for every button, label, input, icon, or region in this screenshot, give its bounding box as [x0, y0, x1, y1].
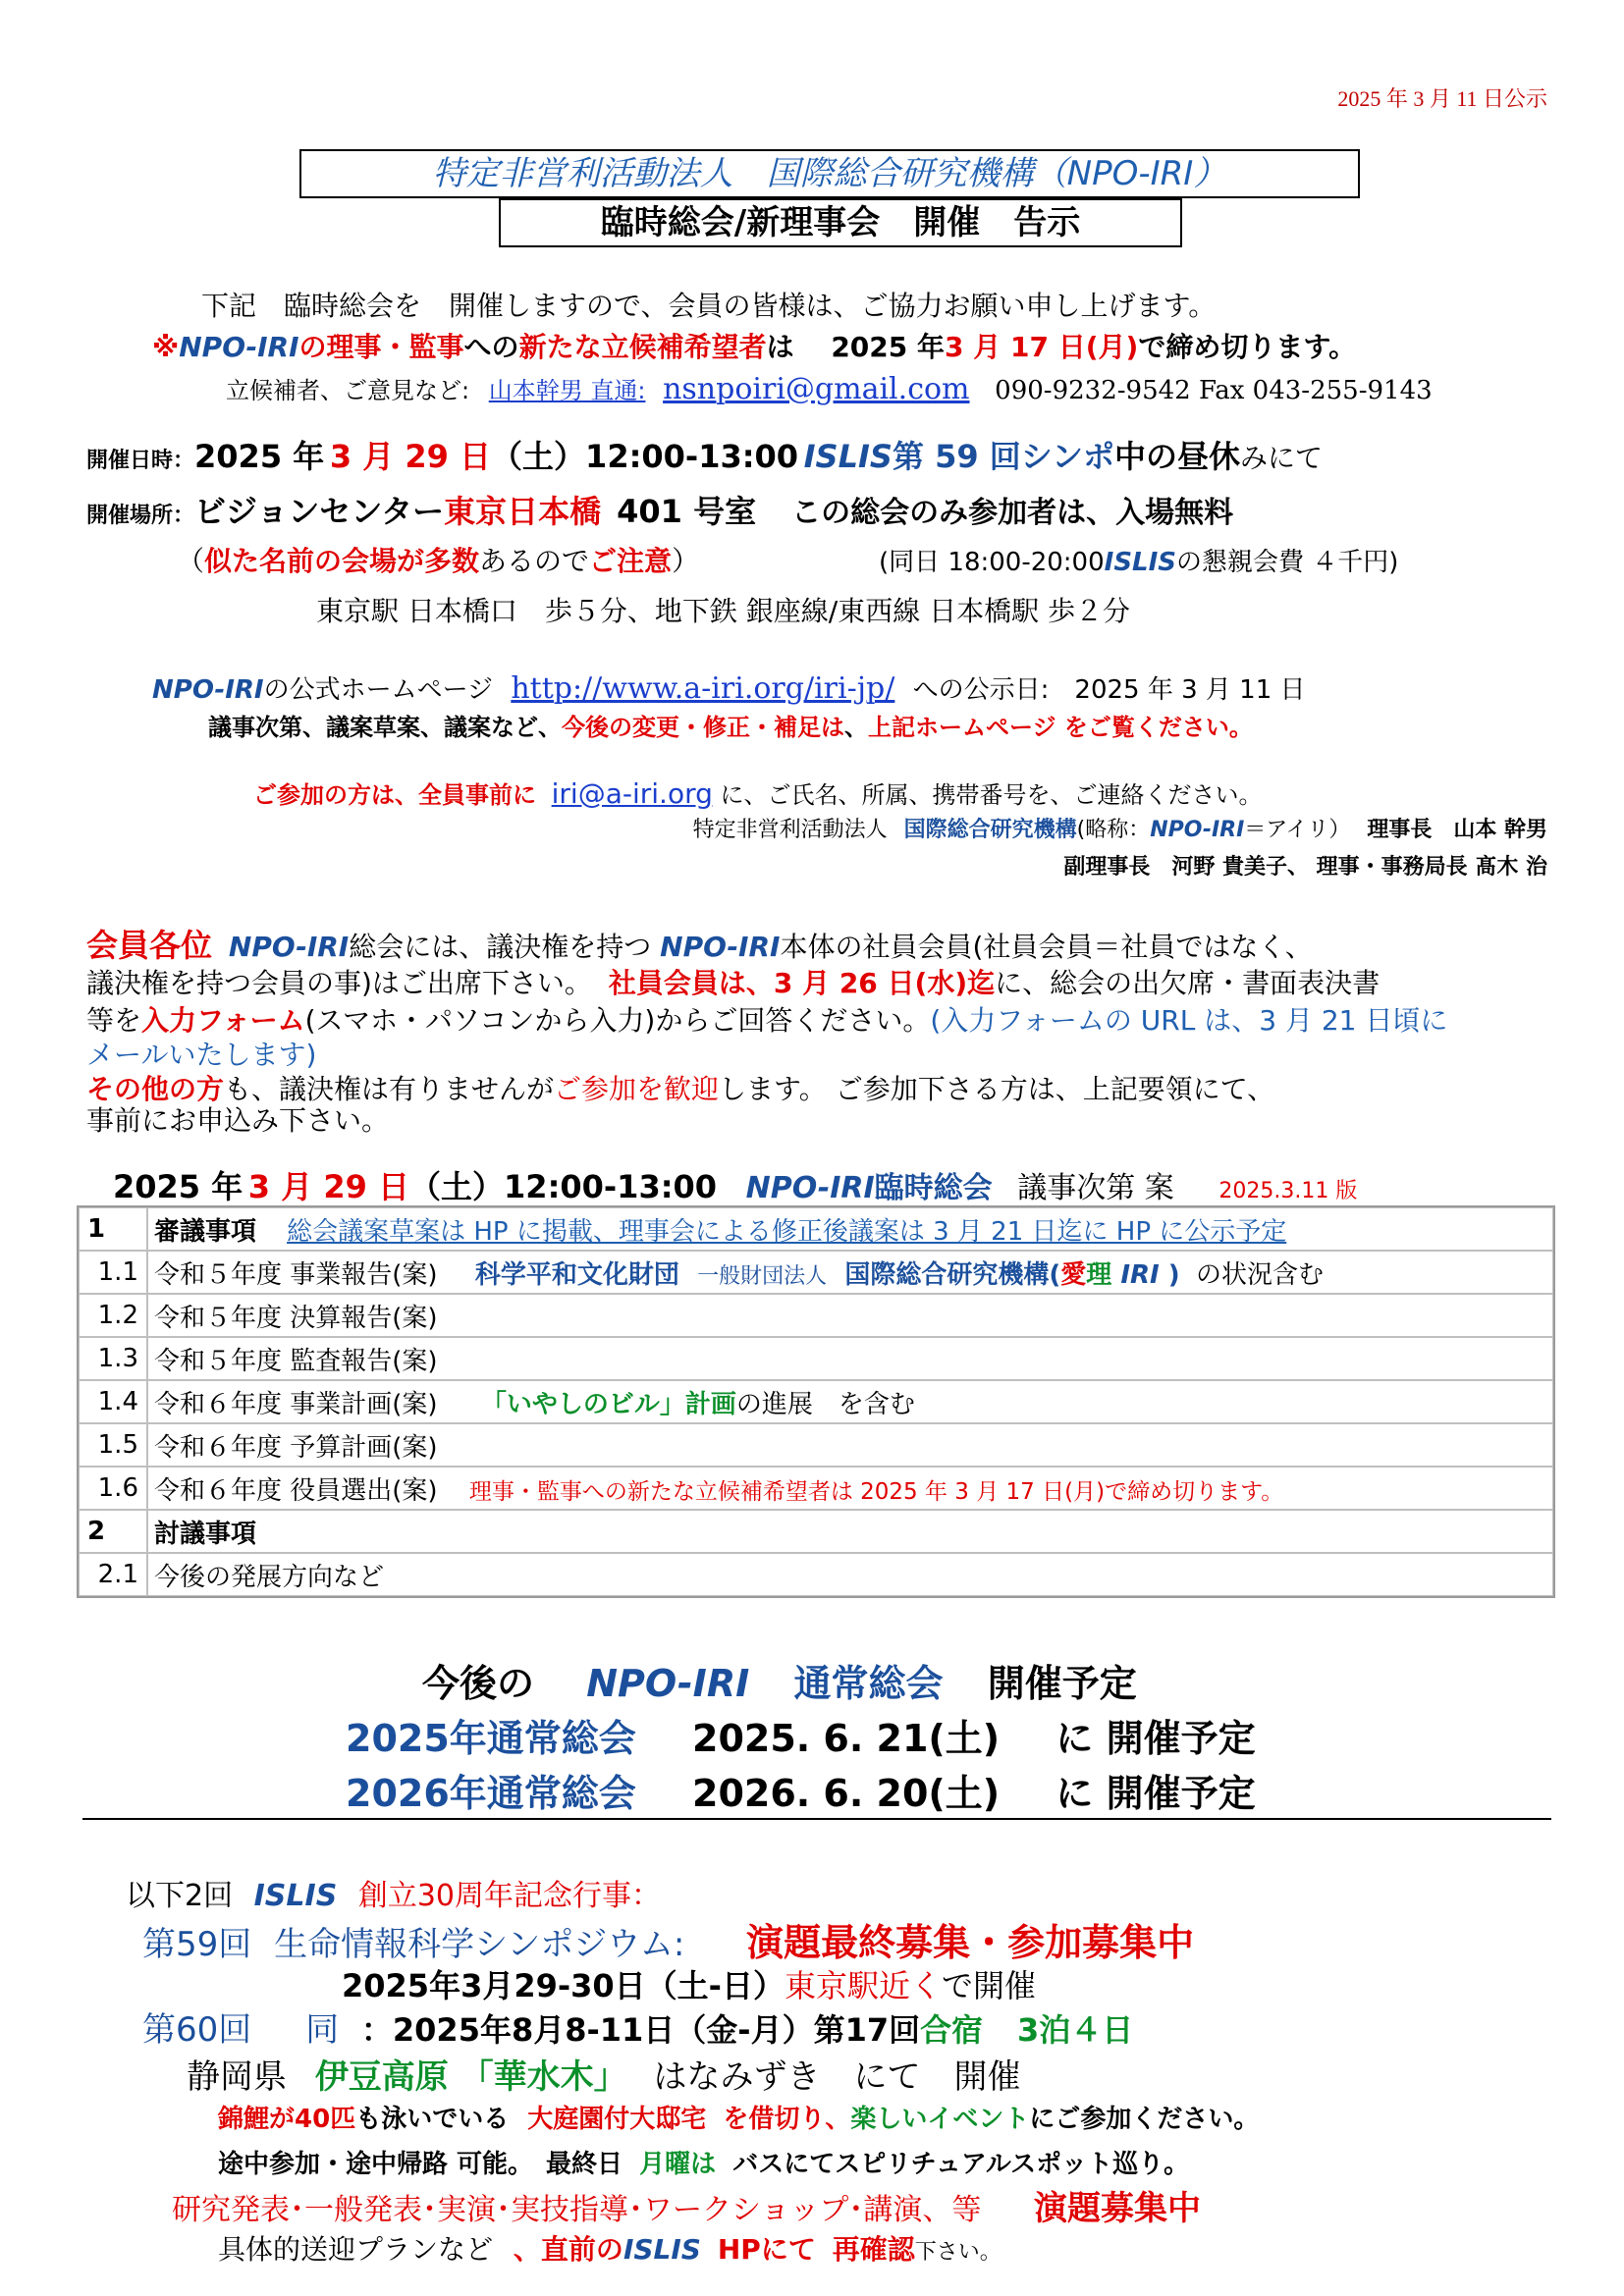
future-row1-date: 2025. 6. 21(土) — [692, 1717, 1001, 1760]
islis-l6c: にご参加ください。 — [1029, 2105, 1260, 2134]
place-name1: ビジョンセンター — [194, 493, 445, 530]
item-label: 令和６年度 事業計画(案) — [154, 1389, 438, 1419]
members-l2a: 議決権を持つ会員の事)はご出席下さい。 — [86, 967, 592, 999]
participation-red: ご参加の方は、全員事前に — [253, 781, 536, 809]
agenda-year: 2025 年 — [113, 1168, 244, 1205]
party-prefix: (同日 18:00-20:00 — [879, 548, 1105, 577]
agenda-version: 2025.3.11 版 — [1218, 1179, 1358, 1203]
party-islis: ISLIS — [1104, 548, 1177, 577]
members-line1 — [86, 921, 1313, 966]
section-label: 審議事項 — [154, 1216, 257, 1247]
party-info — [879, 542, 1398, 578]
deadline-mid4: は 2025 年 — [766, 331, 946, 363]
contact-line — [226, 371, 1433, 406]
item-extra: 国際総合研究機構( — [844, 1259, 1061, 1290]
islis-l1a: 以下2回 — [126, 1879, 234, 1913]
islis-line8 — [172, 2181, 1201, 2229]
caution-close: ） — [672, 545, 700, 577]
future-row-2025 — [346, 1708, 1256, 1762]
contact-phone: 090-9232-9542 Fax 043-255-9143 — [995, 376, 1433, 405]
datetime-tail1: 中の — [1113, 438, 1177, 475]
note-blue: 上記ホームページ — [868, 714, 1056, 741]
datetime-label: 開催日時： — [86, 449, 195, 473]
deadline-mid2: への — [463, 331, 519, 363]
table-row — [79, 1207, 1553, 1251]
members-l5red: その他の方 — [86, 1073, 225, 1105]
item-number: 1.4 — [79, 1380, 147, 1423]
meeting-place — [86, 487, 1233, 532]
item-number: 1.2 — [79, 1294, 147, 1337]
future-row1-name: 2025年通常総会 — [346, 1717, 636, 1760]
islis-l3a: 2025年3月29-30日（土-日） — [342, 1967, 785, 2004]
islis-line7 — [218, 2144, 1189, 2180]
item-extra: ) — [1167, 1259, 1180, 1290]
participation-line — [253, 775, 1263, 810]
agenda-name: 臨時総会 — [874, 1171, 993, 1205]
datetime-time: （土）12:00-13:00 — [491, 438, 799, 475]
islis-l7a: 途中参加・途中帰路 可能。 最終日 — [218, 2150, 623, 2179]
islis-line2 — [142, 1912, 1194, 1966]
signature-line1 — [693, 813, 1547, 843]
islis-l5a: 静岡県 — [187, 2057, 287, 2097]
table-row — [79, 1423, 1553, 1467]
table-row — [79, 1510, 1553, 1553]
islis-l4num: 第60回 — [142, 2010, 252, 2050]
members-line3 — [86, 999, 1447, 1039]
islis-l9red2: HPにて — [717, 2233, 816, 2266]
agenda-date: 3 月 29 日 — [247, 1168, 410, 1205]
islis-l9red: 、直前の — [513, 2233, 623, 2266]
islis-l9a: 具体的送迎プランなど — [218, 2233, 494, 2266]
caution-red2: ご注意 — [589, 545, 673, 577]
venue-caution — [177, 540, 699, 579]
sig1-abbr: NPO-IRI — [1150, 818, 1245, 842]
members-l5red2: ご参加を歓迎 — [554, 1073, 720, 1105]
members-l2b: に、総会の出欠席・書面表決書 — [995, 967, 1380, 999]
future-row1-tail: に 開催予定 — [1056, 1717, 1256, 1760]
sig1-abbr-close: ＝アイリ） — [1244, 818, 1351, 842]
item-cell — [147, 1380, 1553, 1423]
deadline-org: NPO-IRI — [179, 331, 299, 363]
item-number: 1.6 — [79, 1467, 147, 1510]
agenda-tail: 議事次第 案 — [1017, 1171, 1174, 1205]
party-tail: の懇親会費 ４千円) — [1176, 548, 1399, 577]
section-label: 討議事項 — [147, 1510, 1553, 1553]
future-heading — [422, 1653, 1137, 1707]
table-row — [79, 1467, 1553, 1510]
members-l2red: 社員会員は、3 月 26 日(水)迄 — [608, 967, 996, 999]
future-l1c: 開催予定 — [987, 1662, 1137, 1705]
homepage-text1: の公式ホームページ — [263, 675, 494, 705]
islis-l6red1: 錦鯉が40匹 — [218, 2105, 356, 2134]
table-row — [79, 1337, 1553, 1380]
place-note: この総会のみ参加者は、入場無料 — [791, 496, 1234, 530]
sig1-role: 理事長 山本 幹男 — [1367, 818, 1547, 842]
islis-line3 — [342, 1961, 1036, 2006]
islis-l5green: 伊豆高原 「華水木」 — [314, 2057, 627, 2097]
members-l3red: 入力フォーム — [141, 1004, 305, 1037]
future-row-2026 — [346, 1763, 1256, 1817]
homepage-text2: への公示日: 2025 年 3 月 11 日 — [912, 675, 1306, 705]
islis-l9-islis: ISLIS — [623, 2233, 701, 2266]
islis-l8red: 研究発表･一般発表･実演･実技指導･ワークショップ･講演、等 — [172, 2193, 982, 2227]
islis-l6a: も泳いでいる — [355, 2105, 510, 2134]
members-line2 — [86, 962, 1380, 1001]
divider — [82, 1818, 1551, 1820]
islis-line5 — [187, 2050, 1020, 2098]
future-org: NPO-IRI — [586, 1662, 750, 1705]
item-label: 令和５年度 決算報告(案) — [147, 1294, 1553, 1337]
islis-l1b: 創立30周年記念行事： — [357, 1879, 662, 1913]
datetime-date: 3 月 29 日 — [329, 438, 492, 475]
islis-l6red2: 大庭園付大邸宅 — [527, 2105, 707, 2134]
members-line6: 事前にお申込み下さい。 — [86, 1104, 390, 1137]
item-number: 1.3 — [79, 1337, 147, 1380]
homepage-url-link[interactable]: http://www.a-iri.org/iri-jp/ — [511, 671, 895, 706]
future-row2-name: 2026年通常総会 — [346, 1772, 636, 1815]
place-name2: 東京日本橋 — [444, 493, 602, 530]
section-cell — [147, 1207, 1553, 1251]
item-label: 今後の発展方向など — [147, 1553, 1553, 1596]
datetime-islis: ISLIS — [803, 438, 893, 475]
item-extra: 理事・監事への新たな立候補希望者は 2025 年 3 月 17 日(月)で締め切ります。 — [468, 1478, 1284, 1505]
agenda-heading — [113, 1162, 1357, 1207]
deadline-date: 3 月 17 日(月) — [945, 331, 1139, 363]
note-black1: 議事次第、議案草案、議案など、 — [208, 714, 562, 741]
contact-email-link[interactable]: nsnpoiri@gmail.com — [663, 372, 970, 406]
caution-mid: あるので — [479, 545, 590, 577]
future-row2-date: 2026. 6. 20(土) — [692, 1772, 1001, 1815]
item-number: 1.5 — [79, 1423, 147, 1467]
intro-line: 下記 臨時総会を 開催しますので、会員の皆様は、ご協力お願い申し上げます。 — [201, 290, 1217, 322]
islis-l6b: を借切り、 — [723, 2105, 851, 2134]
members-l3a: 等を — [86, 1004, 142, 1037]
datetime-tail2: 昼休 — [1176, 438, 1240, 475]
participation-tail: に、ご氏名、所属、携帯番号を、ご連絡ください。 — [720, 781, 1263, 809]
future-row2-tail: に 開催予定 — [1056, 1772, 1256, 1815]
contact-prefix: 立候補者、ご意見など: — [226, 377, 470, 404]
item-extra: 愛 — [1060, 1259, 1087, 1290]
item-extra: 理 — [1086, 1259, 1112, 1290]
islis-l8red2: 演題募集中 — [1033, 2189, 1201, 2228]
islis-l1-islis: ISLIS — [253, 1879, 338, 1913]
section-number: 2 — [79, 1510, 147, 1553]
members-l3blue: (入力フォームの URL は、3 月 21 日頃に — [930, 1004, 1448, 1037]
islis-l4a: 同 — [305, 2010, 340, 2050]
islis-l4b: ：2025年8月8-11日（金-月）第17回 — [360, 2011, 921, 2049]
item-extra: の進展 を含む — [735, 1389, 915, 1419]
place-room: 401 号室 — [617, 493, 757, 530]
members-l5a: も、議決権は有りませんが — [224, 1073, 555, 1105]
item-extra: の状況含む — [1195, 1259, 1324, 1290]
notice-title: 臨時総会/新理事会 開催 告示 — [499, 198, 1182, 247]
datetime-year: 2025 年 — [194, 438, 325, 475]
members-l3b: (スマホ・パソコンから入力)からご回答ください。 — [304, 1004, 931, 1037]
islis-l4green1: 合宿 — [920, 2011, 984, 2049]
item-number: 2.1 — [79, 1553, 147, 1596]
islis-l3red: 東京駅近く — [784, 1967, 942, 2004]
note-black3: をご覧ください。 — [1063, 714, 1253, 741]
item-label: 令和６年度 役員選出(案) — [154, 1475, 438, 1506]
caution-open: （ — [177, 545, 205, 577]
meeting-datetime — [86, 432, 1323, 477]
members-org1: NPO-IRI — [228, 931, 350, 963]
table-row — [79, 1380, 1553, 1423]
members-l1b: 本体の社員会員(社員会員＝社員ではなく、 — [780, 931, 1313, 963]
islis-l9b: 下さい。 — [914, 2240, 1001, 2265]
islis-l2red: 演題最終募集・参加募集中 — [746, 1921, 1195, 1964]
candidate-deadline — [152, 326, 1356, 365]
participation-email-link[interactable]: iri@a-iri.org — [551, 777, 713, 810]
islis-l2num: 第59回 — [142, 1925, 252, 1964]
item-extra: 科学平和文化財団 — [474, 1259, 679, 1290]
future-l1a: 今後の — [422, 1662, 535, 1705]
item-extra: 「いやしのビル」計画 — [480, 1389, 736, 1419]
section-number: 1 — [79, 1207, 147, 1251]
islis-l6green: 楽しいイベント — [850, 2105, 1030, 2134]
islis-l3b: で開催 — [941, 1967, 1036, 2004]
item-label: 令和５年度 監査報告(案) — [147, 1337, 1553, 1380]
islis-l4green2: 3泊４日 — [1016, 2011, 1134, 2049]
access-info: 東京駅 日本橋口 歩５分、地下鉄 銀座線/東西線 日本橋駅 歩２分 — [316, 595, 1131, 627]
sig1-prefix: 特定非営利活動法人 — [692, 818, 888, 842]
sig1-org: 国際総合研究機構 — [903, 818, 1077, 842]
org-title: 特定非営利活動法人 国際総合研究機構（NPO-IRI） — [299, 149, 1360, 198]
table-row — [79, 1553, 1553, 1596]
place-label: 開催場所： — [86, 504, 195, 528]
posted-date: 2025 年 3 月 11 日公示 — [1337, 86, 1547, 111]
item-label: 令和５年度 事業報告(案) — [154, 1259, 438, 1290]
homepage-note — [208, 708, 1253, 742]
islis-l9red3: 再確認 — [832, 2233, 915, 2266]
item-extra: 一般財団法人 — [697, 1263, 828, 1289]
agenda-org: NPO-IRI — [745, 1171, 875, 1205]
section-note: 総会議案草案は HP に掲載、理事会による修正後議案は 3 月 21 日迄に HP に公示予定 — [287, 1216, 1287, 1247]
deadline-mid3: 新たな立候補希望者 — [518, 331, 767, 363]
members-l5b: します。 ご参加下さる方は、上記要領にて、 — [719, 1073, 1275, 1105]
item-cell — [147, 1251, 1553, 1294]
members-title: 会員各位 — [86, 927, 213, 964]
islis-l5b: はなみずき にて 開催 — [653, 2057, 1021, 2097]
table-row — [79, 1251, 1553, 1294]
future-l1b: 通常総会 — [793, 1662, 944, 1705]
islis-line4 — [142, 2002, 1133, 2051]
caution-red1: 似た名前の会場が多数 — [204, 545, 480, 577]
islis-line6 — [218, 2099, 1259, 2135]
table-row — [79, 1294, 1553, 1337]
agenda-time: （土）12:00-13:00 — [409, 1168, 718, 1205]
islis-line1 — [126, 1871, 661, 1914]
datetime-symp: 第 59 回シンポ — [892, 438, 1114, 475]
signature-line2: 副理事長 河野 貴美子、 理事・事務局長 髙木 治 — [1063, 855, 1547, 880]
note-red: 今後の変更・修正・補足は — [562, 714, 844, 741]
sig1-abbr-open: (略称： — [1076, 818, 1151, 842]
item-number: 1.1 — [79, 1251, 147, 1294]
item-extra: IRI — [1111, 1259, 1168, 1290]
datetime-tail3: みにて — [1239, 442, 1323, 474]
islis-l7b: バスにてスピリチュアルスポット巡り。 — [732, 2150, 1190, 2179]
item-label: 令和６年度 予算計画(案) — [147, 1423, 1553, 1467]
islis-l2name: 生命情報科学シンポジウム: — [274, 1925, 685, 1964]
agenda-table — [77, 1205, 1555, 1598]
deadline-prefix: ※ — [152, 331, 180, 363]
deadline-tail: で締め切ります。 — [1138, 331, 1357, 363]
homepage-org: NPO-IRI — [152, 675, 264, 705]
members-line4: メールいたします) — [86, 1039, 317, 1071]
members-l1a: 総会には、議決権を持つ — [349, 931, 652, 963]
note-black2: 、 — [844, 714, 868, 741]
item-cell — [147, 1467, 1553, 1510]
deadline-mid1: の理事・監事 — [298, 331, 464, 363]
islis-l7green: 月曜は — [639, 2150, 717, 2179]
contact-name-link[interactable]: 山本幹男 直通: — [488, 377, 646, 404]
islis-line9 — [218, 2228, 1001, 2268]
members-org2: NPO-IRI — [660, 931, 781, 963]
homepage-line — [152, 669, 1306, 706]
